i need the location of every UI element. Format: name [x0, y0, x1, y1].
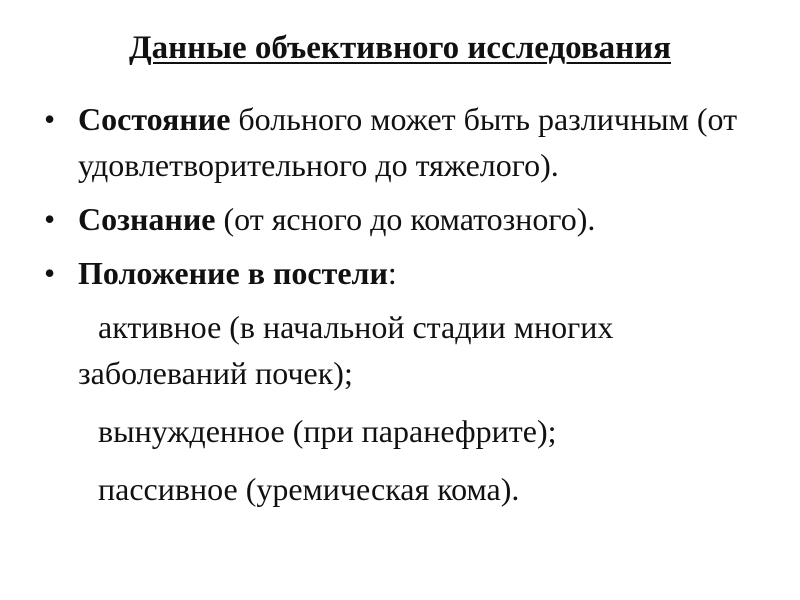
bullet-icon: • — [44, 255, 56, 291]
bullet-term: Сознание — [78, 201, 216, 237]
bullet-icon: • — [44, 201, 56, 237]
bullet-item-position — [44, 250, 764, 296]
position-option-passive: пассивное (уремическая кома). — [98, 471, 520, 507]
bullet-term: Положение в постели — [78, 255, 388, 291]
bullet-item-consciousness — [44, 196, 764, 242]
slide-title: Данные объективного исследования — [128, 30, 672, 66]
position-option-active: активное (в начальной стадии многих заболеваний почек); — [78, 309, 614, 391]
bullet-text: (от ясного до коматозного). — [215, 201, 596, 237]
bullet-term: Состояние — [78, 101, 231, 137]
position-option-forced: вынужденное (при паранефрите); — [98, 413, 557, 449]
bullet-icon: • — [44, 101, 56, 137]
bullet-item-state — [44, 96, 764, 188]
bullet-text: : — [387, 255, 397, 291]
slide-content — [44, 96, 764, 524]
bullet-text: больного может быть различным (от удовлетворительного до тяжелого). — [78, 101, 738, 183]
